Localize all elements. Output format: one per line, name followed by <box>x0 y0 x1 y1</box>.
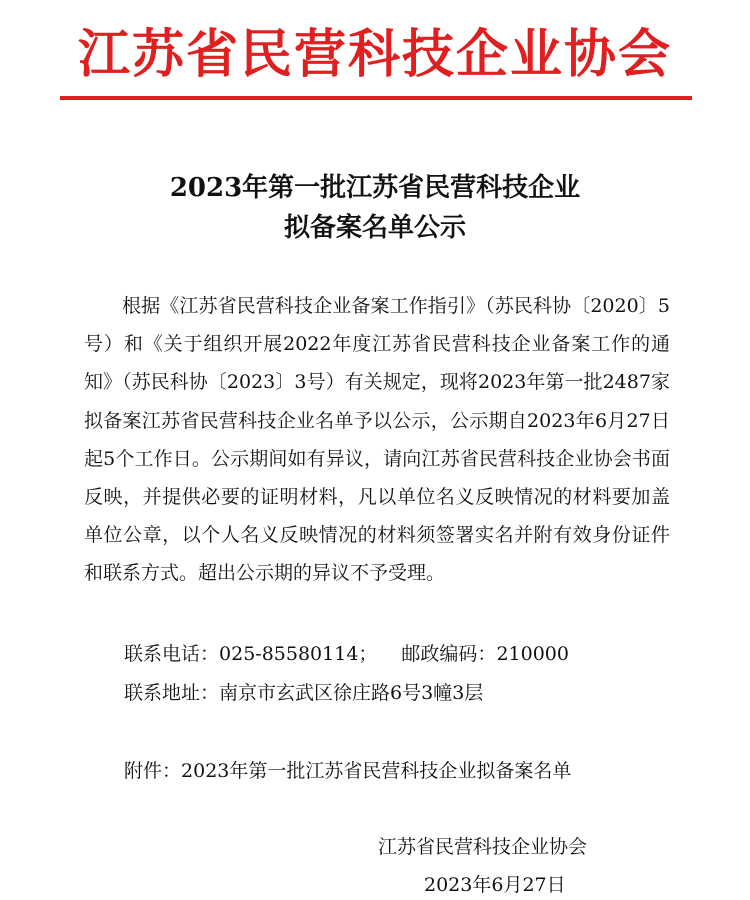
postcode-label: 邮政编码： <box>401 643 497 665</box>
attachment-line <box>124 757 571 785</box>
contact-phone-line <box>124 640 569 668</box>
announcement-body: 根据《江苏省民营科技企业备案工作指引》（苏民科协〔2020〕5号）和《关于组织开展2022年度江苏省民营科技企业备案工作的通知》（苏民科协〔2023〕3号）有关规定，现将2023年第一批2487家拟备案江苏省民营科技企业名单予以公示，公示期自2023年6月27日起5个工作日。公示期间如有异议，请向江苏省民营科技企业协会书面反映，并提供必要的证明材料，凡以单位名义反映情况的材料要加盖单位公章，以个人名义反映情况的材料须签署实名并附有效身份证件和联系方式。超出公示期的异议不予受理。 <box>84 295 670 585</box>
organization-header: 江苏省民营科技企业协会 <box>77 25 672 85</box>
phone-number: 025-85580114； <box>219 643 378 665</box>
attachment-label: 附件： <box>124 760 182 782</box>
phone-label: 联系电话： <box>124 643 220 665</box>
signature-date: 2023年6月27日 <box>424 874 566 896</box>
document-title-line-2: 拟备案名单公示 <box>283 213 466 243</box>
attachment-name: 2023年第一批江苏省民营科技企业拟备案名单 <box>181 760 572 782</box>
contact-address-line <box>124 679 483 707</box>
signature-organization: 江苏省民营科技企业协会 <box>378 836 588 858</box>
postcode-value: 210000 <box>496 643 569 665</box>
document-title-line-1: 2023年第一批江苏省民营科技企业 <box>169 173 581 203</box>
address-value: 南京市玄武区徐庄路6号3幢3层 <box>219 682 484 704</box>
address-label: 联系地址： <box>124 682 220 704</box>
header-divider <box>60 96 692 100</box>
